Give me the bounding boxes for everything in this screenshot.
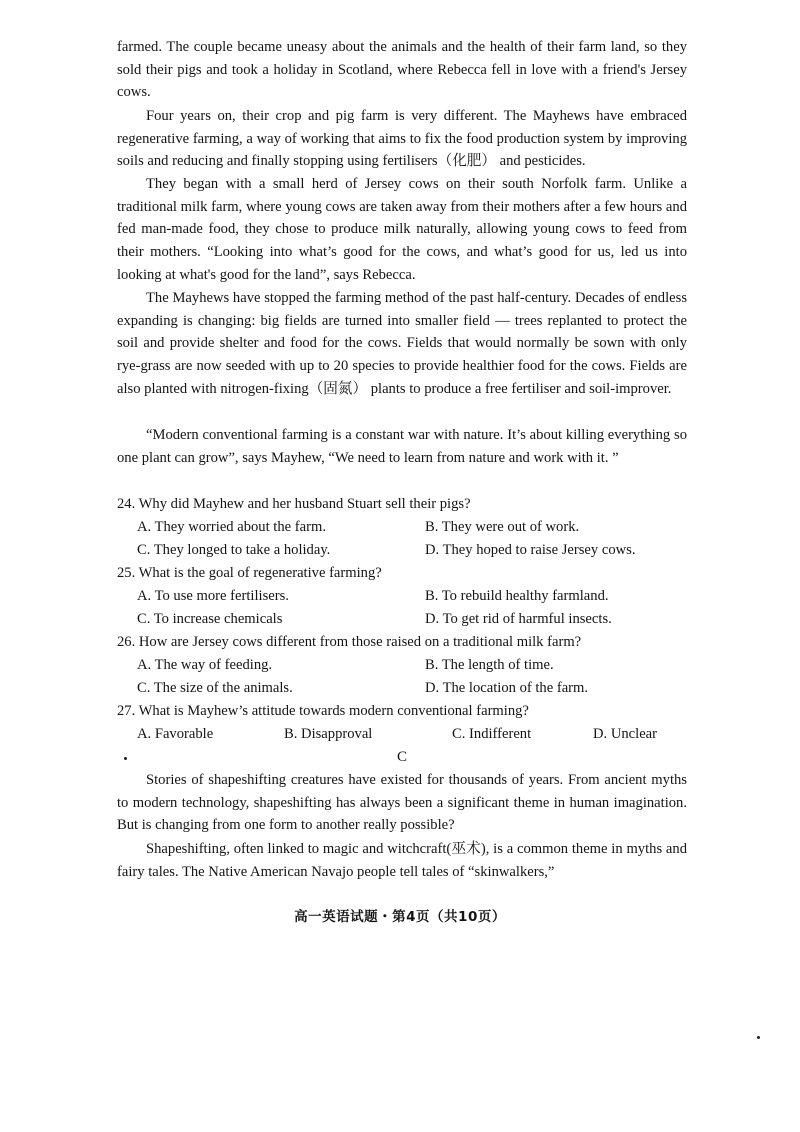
- scan-speck: [124, 757, 127, 760]
- question-26-option-d: D. The location of the farm.: [425, 680, 589, 696]
- section-c-paragraph-2: Shapeshifting, often linked to magic and witchcraft(巫术), is a common theme in myths and fairy tales. The Native American Navajo people tell tales of “skinwalkers,”: [117, 841, 687, 880]
- passage-b-paragraph-4: The Mayhews have stopped the farming method of the past half-century. Decades of endless expanding is changing: big fields are turned into smaller field — trees replanted to protect the soil and provide shelter and food for the cows. Fields that would normally be sown with only rye-grass are now seeded with up to 20 species to provide healthier food for the cows. Fields are also planted with nitrogen-fixing（固氮） plants to produce a free fertiliser and soil-improver.: [117, 290, 687, 397]
- question-26-stem: 26. How are Jersey cows different from those raised on a traditional milk farm?: [117, 634, 582, 650]
- question-27-option-d: D. Unclear: [593, 726, 658, 742]
- question-24-option-a: A. They worried about the farm.: [137, 519, 326, 535]
- question-25-stem: 25. What is the goal of regenerative farming?: [117, 565, 382, 581]
- question-27-option-b: B. Disapproval: [284, 726, 373, 742]
- question-26-option-a: A. The way of feeding.: [137, 657, 273, 673]
- question-25-option-c: C. To increase chemicals: [137, 611, 283, 627]
- question-27-stem: 27. What is Mayhew’s attitude towards modern conventional farming?: [117, 703, 529, 719]
- question-25-option-b: B. To rebuild healthy farmland.: [425, 588, 609, 604]
- section-c-paragraph-1: Stories of shapeshifting creatures have existed for thousands of years. From ancient myths to modern technology, shapeshifting has always been a significant theme in human imagination. But is changing from one form to another really possible?: [117, 772, 687, 834]
- question-24-option-c: C. They longed to take a holiday.: [137, 542, 331, 558]
- page-footer: 高一英语试题・第4页（共10页）: [294, 909, 506, 925]
- question-26-option-c: C. The size of the animals.: [137, 680, 293, 696]
- question-27-option-c: C. Indifferent: [452, 726, 532, 742]
- scan-speck: [757, 1036, 760, 1039]
- question-24-stem: 24. Why did Mayhew and her husband Stuart sell their pigs?: [117, 496, 471, 512]
- question-25-option-a: A. To use more fertilisers.: [137, 588, 289, 604]
- question-27-option-a: A. Favorable: [137, 726, 214, 742]
- passage-b-paragraph-3: They began with a small herd of Jersey cows on their south Norfolk farm. Unlike a traditional milk farm, where young cows are taken away from their mothers after a few hours and fed man-made food, they chose to produce milk naturally, allowing young cows to feed from their mothers. “Looking into what’s good for the cows, and what’s good for us, led us into looking at what's good for the land”, says Rebecca.: [117, 176, 687, 283]
- passage-b-paragraph-1: farmed. The couple became uneasy about the animals and the health of their farm land, so they sold their pigs and took a holiday in Scotland, where Rebecca fell in love with a friend's Jersey cows.: [117, 39, 687, 101]
- question-26-option-b: B. The length of time.: [425, 657, 554, 673]
- question-24-option-b: B. They were out of work.: [425, 519, 580, 535]
- question-24-option-d: D. They hoped to raise Jersey cows.: [425, 542, 636, 558]
- question-25-option-d: D. To get rid of harmful insects.: [425, 611, 612, 627]
- passage-b-paragraph-2: Four years on, their crop and pig farm is very different. The Mayhews have embraced regenerative farming, a way of working that aims to fix the food production system by improving soils and reducing and finally stopping using fertilisers（化肥） and pesticides.: [117, 108, 687, 170]
- passage-b-paragraph-5: “Modern conventional farming is a constant war with nature. It’s about killing everything so one plant can grow”, says Mayhew, “We need to learn from nature and work with it. ”: [117, 427, 687, 466]
- section-c-heading: C: [396, 749, 407, 765]
